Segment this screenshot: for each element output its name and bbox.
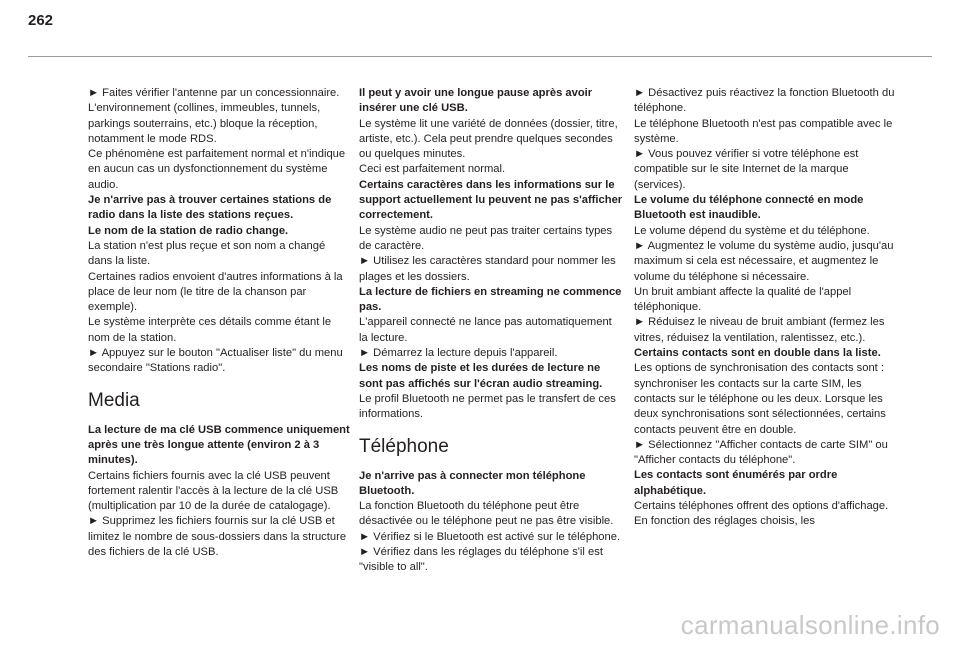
body-paragraph: ► Augmentez le volume du système audio, jusqu'au maximum si cela est nécessaire, et augmentez le volume du téléphone si nécessaire. <box>634 239 894 283</box>
question-heading: Le volume du téléphone connecté en mode Bluetooth est inaudible. <box>634 194 864 222</box>
body-paragraph: ► Vous pouvez vérifier si votre téléphone est compatible sur le site Internet de la marque (services). <box>634 148 859 191</box>
body-paragraph: Le volume dépend du système et du téléphone. <box>634 224 870 237</box>
body-paragraph: Le profil Bluetooth ne permet pas le transfert de ces informations. <box>359 392 616 421</box>
body-paragraph: ► Sélectionnez "Afficher contacts de carte SIM" ou "Afficher contacts du téléphone". <box>634 438 888 467</box>
body-paragraph: Le téléphone Bluetooth n'est pas compatible avec le système. <box>634 117 893 145</box>
section-heading: Téléphone <box>359 435 449 457</box>
question-heading: Je n'arrive pas à trouver certaines stations de radio dans la liste des stations reçues. <box>88 194 332 222</box>
body-paragraph: Les options de synchronisation des contacts sont : synchroniser les contacts sur la carte SIM, les contacts sur le téléphone ou les deux. Lorsque les deux synchronisations sont sélectionnées, certains contacts peuvent être en double. <box>634 362 886 436</box>
body-paragraph: Ce phénomène est parfaitement normal et n'indique en aucun cas un dysfonctionnement du système audio. <box>88 148 346 191</box>
watermark: carmanualsonline.info <box>680 610 940 640</box>
question-heading: Certains caractères dans les informations sur le support actuellement lu peuvent ne pas s'afficher correctement. <box>359 178 623 222</box>
body-paragraph: Le système lit une variété de données (dossier, titre, artiste, etc.). Cela peut prendre quelques secondes ou quelques minutes. <box>359 117 618 161</box>
question-heading: Les noms de piste et les durées de lecture ne sont pas affichés sur l'écran audio streaming. <box>359 362 603 390</box>
header-divider <box>28 56 932 57</box>
body-paragraph: L'environnement (collines, immeubles, tunnels, parkings souterrains, etc.) bloque la réception, notamment le mode RDS. <box>88 102 321 145</box>
body-paragraph: ► Faites vérifier l'antenne par un concessionnaire. <box>88 87 340 99</box>
body-paragraph: La fonction Bluetooth du téléphone peut être désactivée ou le téléphone peut ne pas être visible. <box>359 500 614 528</box>
body-paragraph: Le système interprète ces détails comme étant le nom de la station. <box>88 316 332 344</box>
text-column-2 <box>359 86 623 576</box>
body-paragraph: L'appareil connecté ne lance pas automatiquement la lecture. <box>359 316 612 344</box>
body-paragraph: Certains téléphones offrent des options d'affichage. En fonction des réglages choisis, les <box>634 500 889 528</box>
body-paragraph: Certains fichiers fournis avec la clé USB peuvent fortement ralentir l'accès à la lecture de la clé USB (multiplication par 10 de la durée de catalogage). <box>88 469 339 513</box>
body-paragraph: ► Démarrez la lecture depuis l'appareil. <box>359 347 558 360</box>
body-paragraph: Certaines radios envoient d'autres informations à la place de leur nom (le titre de la chanson par exemple). <box>88 270 343 314</box>
body-paragraph: ► Désactivez puis réactivez la fonction Bluetooth du téléphone. <box>634 87 895 115</box>
question-heading: Les contacts sont énumérés par ordre alphabétique. <box>634 469 838 497</box>
body-paragraph: La station n'est plus reçue et son nom a changé dans la liste. <box>88 239 326 268</box>
question-heading: Je n'arrive pas à connecter mon téléphone Bluetooth. <box>359 469 586 497</box>
question-heading: Il peut y avoir une longue pause après avoir insérer une clé USB. <box>359 87 593 115</box>
body-paragraph: ► Supprimez les fichiers fournis sur la clé USB et limitez le nombre de sous-dossiers dans la structure des fichiers de la clé USB. <box>88 515 347 559</box>
body-paragraph: Un bruit ambiant affecte la qualité de l'appel téléphonique. <box>634 285 852 314</box>
body-paragraph: ► Appuyez sur le bouton "Actualiser liste" du menu secondaire "Stations radio". <box>88 347 343 375</box>
page-number: 262 <box>28 12 54 29</box>
body-paragraph: ► Vérifiez dans les réglages du téléphone s'il est "visible to all". <box>359 546 603 574</box>
text-column-3 <box>634 86 898 530</box>
body-paragraph: Ceci est parfaitement normal. <box>359 163 506 176</box>
text-column-1 <box>88 86 352 560</box>
question-heading: Certains contacts sont en double dans la liste. <box>634 347 881 360</box>
body-paragraph: Le système audio ne peut pas traiter certains types de caractère. <box>359 224 613 252</box>
question-heading: La lecture de fichiers en streaming ne commence pas. <box>359 285 622 314</box>
body-paragraph: ► Réduisez le niveau de bruit ambiant (fermez les vitres, réduisez la ventilation, ralentissez, etc.). <box>634 316 885 344</box>
section-heading: Media <box>88 389 140 411</box>
question-heading: Le nom de la station de radio change. <box>88 224 289 237</box>
body-paragraph: ► Utilisez les caractères standard pour nommer les plages et les dossiers. <box>359 255 616 283</box>
body-paragraph: ► Vérifiez si le Bluetooth est activé sur le téléphone. <box>359 530 621 543</box>
question-heading: La lecture de ma clé USB commence uniquement après une très longue attente (environ 2 à 3 minutes). <box>88 423 350 467</box>
